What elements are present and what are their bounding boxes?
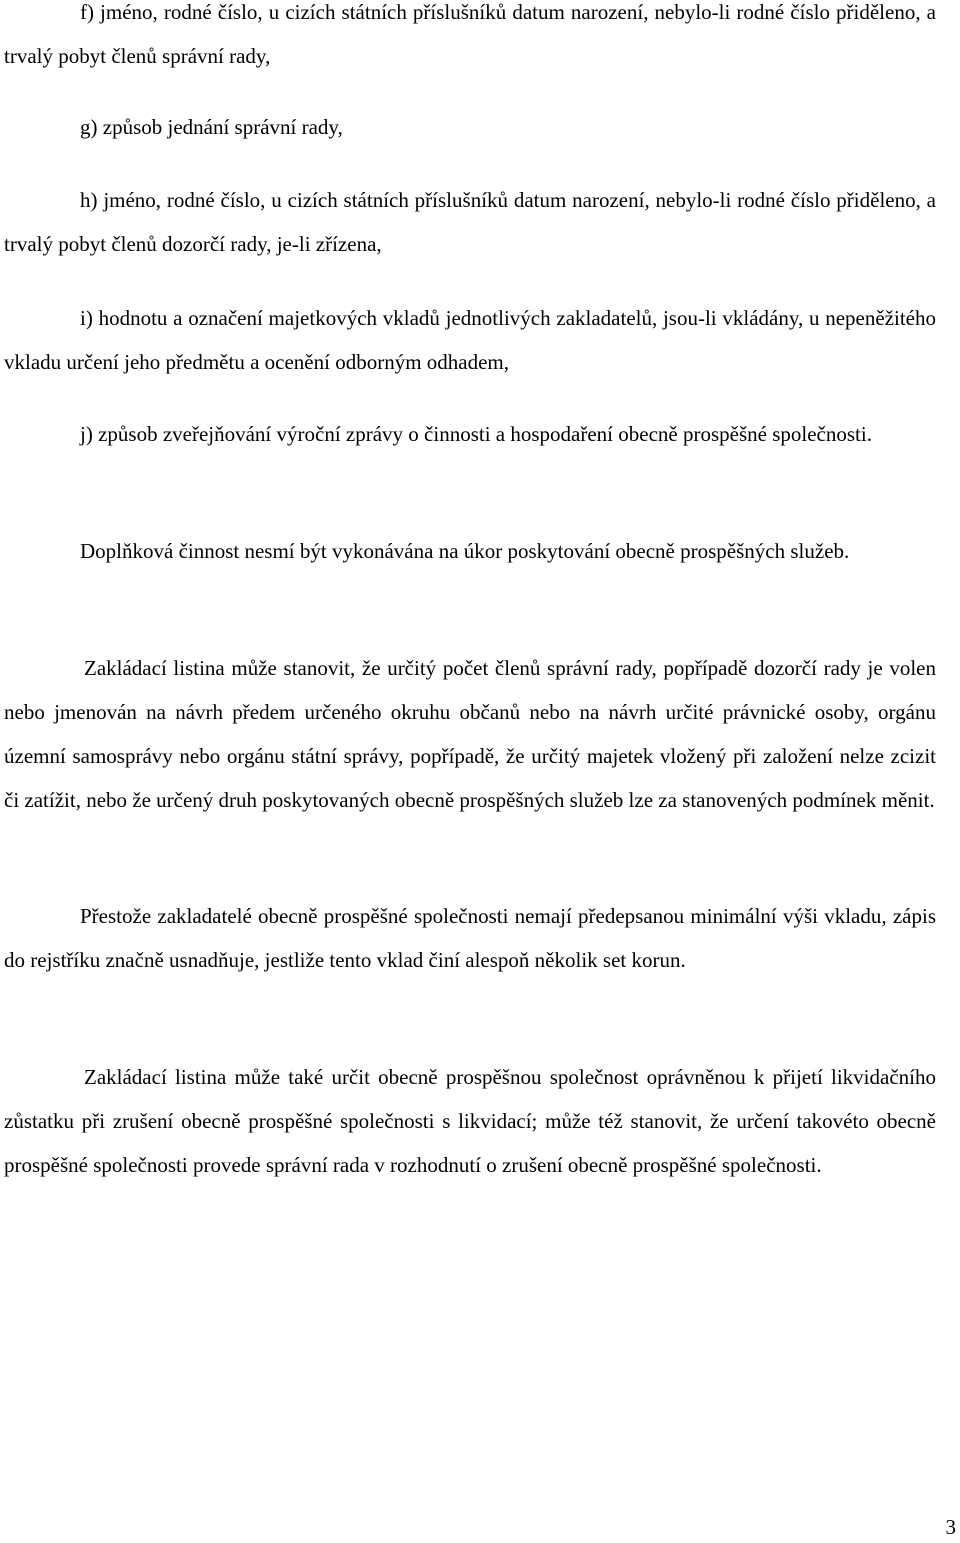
paragraph-deposit: Přestože zakladatelé obecně prospěšné společnosti nemají předepsanou minimální výši vkladu, zápis do rejstříku značně usnadňuje, jestliže tento vklad činí alespoň několik set korun.	[4, 904, 936, 972]
paragraph-item-h: h) jméno, rodné číslo, u cizích státních příslušníků datum narození, nebylo-li rodné číslo přiděleno, a trvalý pobyt členů dozorčí rady, je-li zřízena,	[4, 188, 936, 256]
paragraph-item-i: i) hodnotu a označení majetkových vkladů jednotlivých zakladatelů, jsou-li vkládány, u nepeněžitého vkladu určení jeho předmětu a ocenění odborným odhadem,	[4, 306, 936, 374]
paragraph-supplementary-activity: Doplňková činnost nesmí být vykonávána na úkor poskytování obecně prospěšných služeb.	[80, 539, 850, 563]
paragraph-founding-charter: Zakládací listina může stanovit, že určitý počet členů správní rady, popřípadě dozorčí rady je volen nebo jmenován na návrh předem určeného okruhu občanů nebo na návrh určité právnické osoby, orgánu územní samosprávy nebo orgánu státní správy, popřípadě, že určitý majetek vložený při založení nelze zcizit či zatížit, nebo že určený druh poskytovaných obecně prospěšných služeb lze za stanovených podmínek měnit.	[4, 656, 936, 812]
paragraph-liquidation: Zakládací listina může také určit obecně prospěšnou společnost oprávněnou k přijetí likvidačního zůstatku při zrušení obecně prospěšné společnosti s likvidací; může též stanovit, že určení takovéto obecně prospěšné společnosti provede správní rada v rozhodnutí o zrušení obecně prospěšné společnosti.	[4, 1065, 936, 1177]
paragraph-item-g: g) způsob jednání správní rady,	[80, 115, 343, 139]
paragraph-item-f: f) jméno, rodné číslo, u cizích státních příslušníků datum narození, nebylo-li rodné číslo přiděleno, a trvalý pobyt členů správní rady,	[4, 0, 936, 68]
paragraph-item-j: j) způsob zveřejňování výroční zprávy o činnosti a hospodaření obecně prospěšné společnosti.	[80, 422, 872, 446]
page-number: 3	[945, 1515, 956, 1539]
